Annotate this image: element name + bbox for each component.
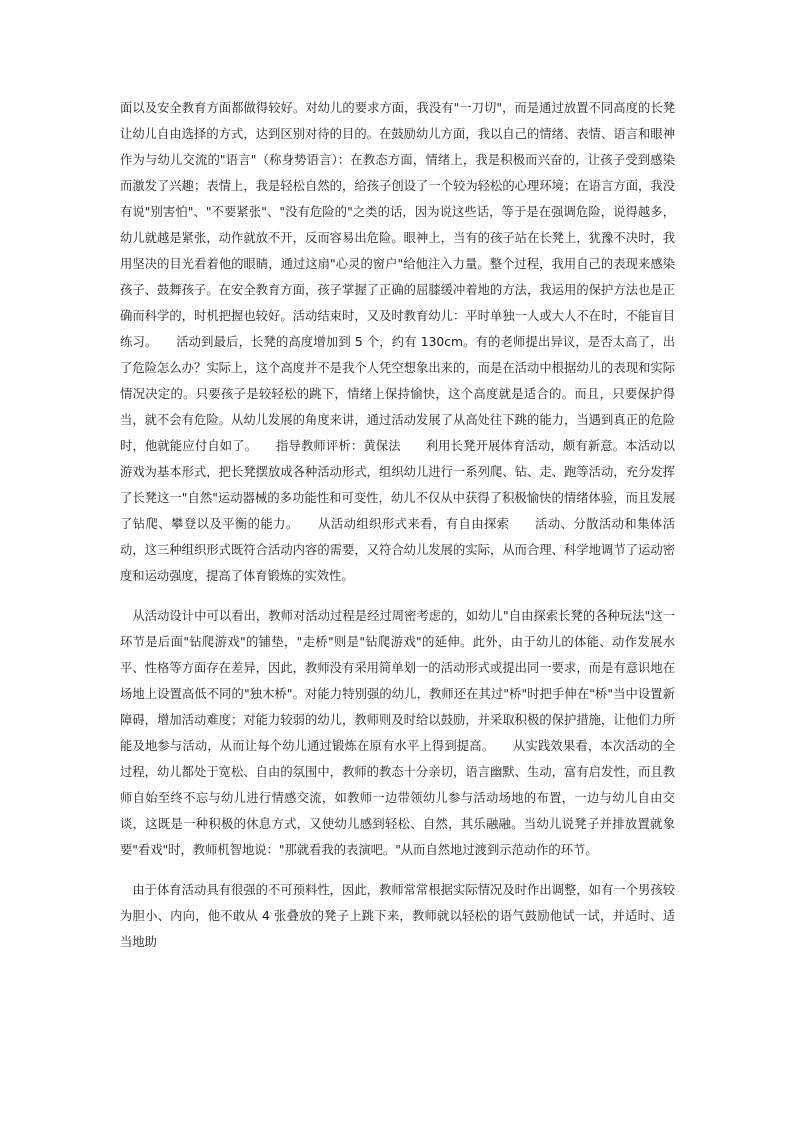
paragraph-spacer <box>120 863 675 877</box>
paragraph-1: 面以及安全教育方面都做得较好。对幼儿的要求方面，我没有"一刀切"，而是通过放置不同高度的长凳让幼儿自由选择的方式，达到区别对待的目的。在鼓励幼儿方面，我以自己的情绪、表情、语言和眼神作为与幼儿交流的"语言"（称身势语言）：在教态方面，情绪上，我是积极而兴奋的，让孩子受到感染而激发了兴趣；表情上，我是轻松自然的，给孩子创设了一个较为轻松的心理环境；在语言方面，我没有说"别害怕"、"不要紧张"、"没有危险的"之类的话，因为说这些话，等于是在强调危险，说得越多，幼儿就越是紧张，动作就放不开，反而容易出危险。眼神上，当有的孩子站在长凳上，犹豫不决时，我用坚决的目光看着他的眼睛，通过这扇"心灵的窗户"给他注入力量。整个过程，我用自己的表现来感染孩子、鼓舞孩子。在安全教育方面，孩子掌握了正确的屈膝缓冲着地的方法，我运用的保护方法也是正确而科学的，时机把握也较好。活动结束时，又及时教育幼儿：平时单独一人或大人不在时，不能盲目练习。 活动到最后，长凳的高度增加到 5 个，约有 130cm。有的老师提出异议，是否太高了，出了危险怎么办？实际上，这个高度并不是我个人凭空想象出来的，而是在活动中根据幼儿的表现和实际情况决定的。只要孩子是较轻松的跳下，情绪上保持愉快，这个高度就是适合的。而且，只要保护得当，就不会有危险。从幼儿发展的角度来讲，通过活动发展了从高处往下跳的能力，当遇到真正的危险时，他就能应付自如了。 指导教师评析：黄保法 利用长凳开展体育活动，颇有新意。本活动以游戏为基本形式，把长凳摆放成各种活动形式，组织幼儿进行一系列爬、钻、走、跑等活动，充分发挥了长凳这一"自然"运动器械的多功能性和可变性，幼儿不仅从中获得了积极愉快的情绪体验，而且发展了钻爬、攀登以及平衡的能力。 从活动组织形式来看，有自由探索 活动、分散活动和集体活动，这三种组织形式既符合活动内容的需要，又符合幼儿发展的实际，从而合理、科学地调节了运动密度和运动强度，提高了体育锻炼的实效性。 <box>120 101 675 583</box>
document-body <box>120 95 675 955</box>
paragraph-spacer <box>120 589 675 603</box>
paragraph-3: 由于体育活动具有很强的不可预料性，因此，教师常常根据实际情况及时作出调整，如有一个男孩较为胆小、内向，他不敢从 4 张叠放的凳子上跳下来，教师就以轻松的语气鼓励他试一试，并适时、适当地助 <box>120 883 675 949</box>
paragraph-2: 从活动设计中可以看出，教师对活动过程是经过周密考虑的，如幼儿"自由探索长凳的各种玩法"这一环节是后面"钻爬游戏"的铺垫，"走桥"则是"钻爬游戏"的延伸。此外，由于幼儿的体能、动作发展水平、性格等方面存在差异，因此，教师没有采用简单划一的活动形式或提出同一要求，而是有意识地在场地上设置高低不同的"独木桥"。对能力特别强的幼儿，教师还在其过"桥"时把手伸在"桥"当中设置新障碍，增加活动难度；对能力较弱的幼儿，教师则及时给以鼓励，并采取积极的保护措施，让他们力所能及地参与活动，从而让每个幼儿通过锻炼在原有水平上得到提高。 从实践效果看，本次活动的全过程，幼儿都处于宽松、自由的氛围中，教师的教态十分亲切，语言幽默、生动，富有启发性，而且教师自始至终不忘与幼儿进行情感交流，如教师一边带领幼儿参与活动场地的布置，一边与幼儿自由交谈，这既是一种积极的休息方式，又使幼儿感到轻松、自然，其乐融融。当幼儿说凳子并排放置就象要"看戏"时，教师机智地说："那就看我的表演吧。"从而自然地过渡到示范动作的环节。 <box>120 609 675 857</box>
